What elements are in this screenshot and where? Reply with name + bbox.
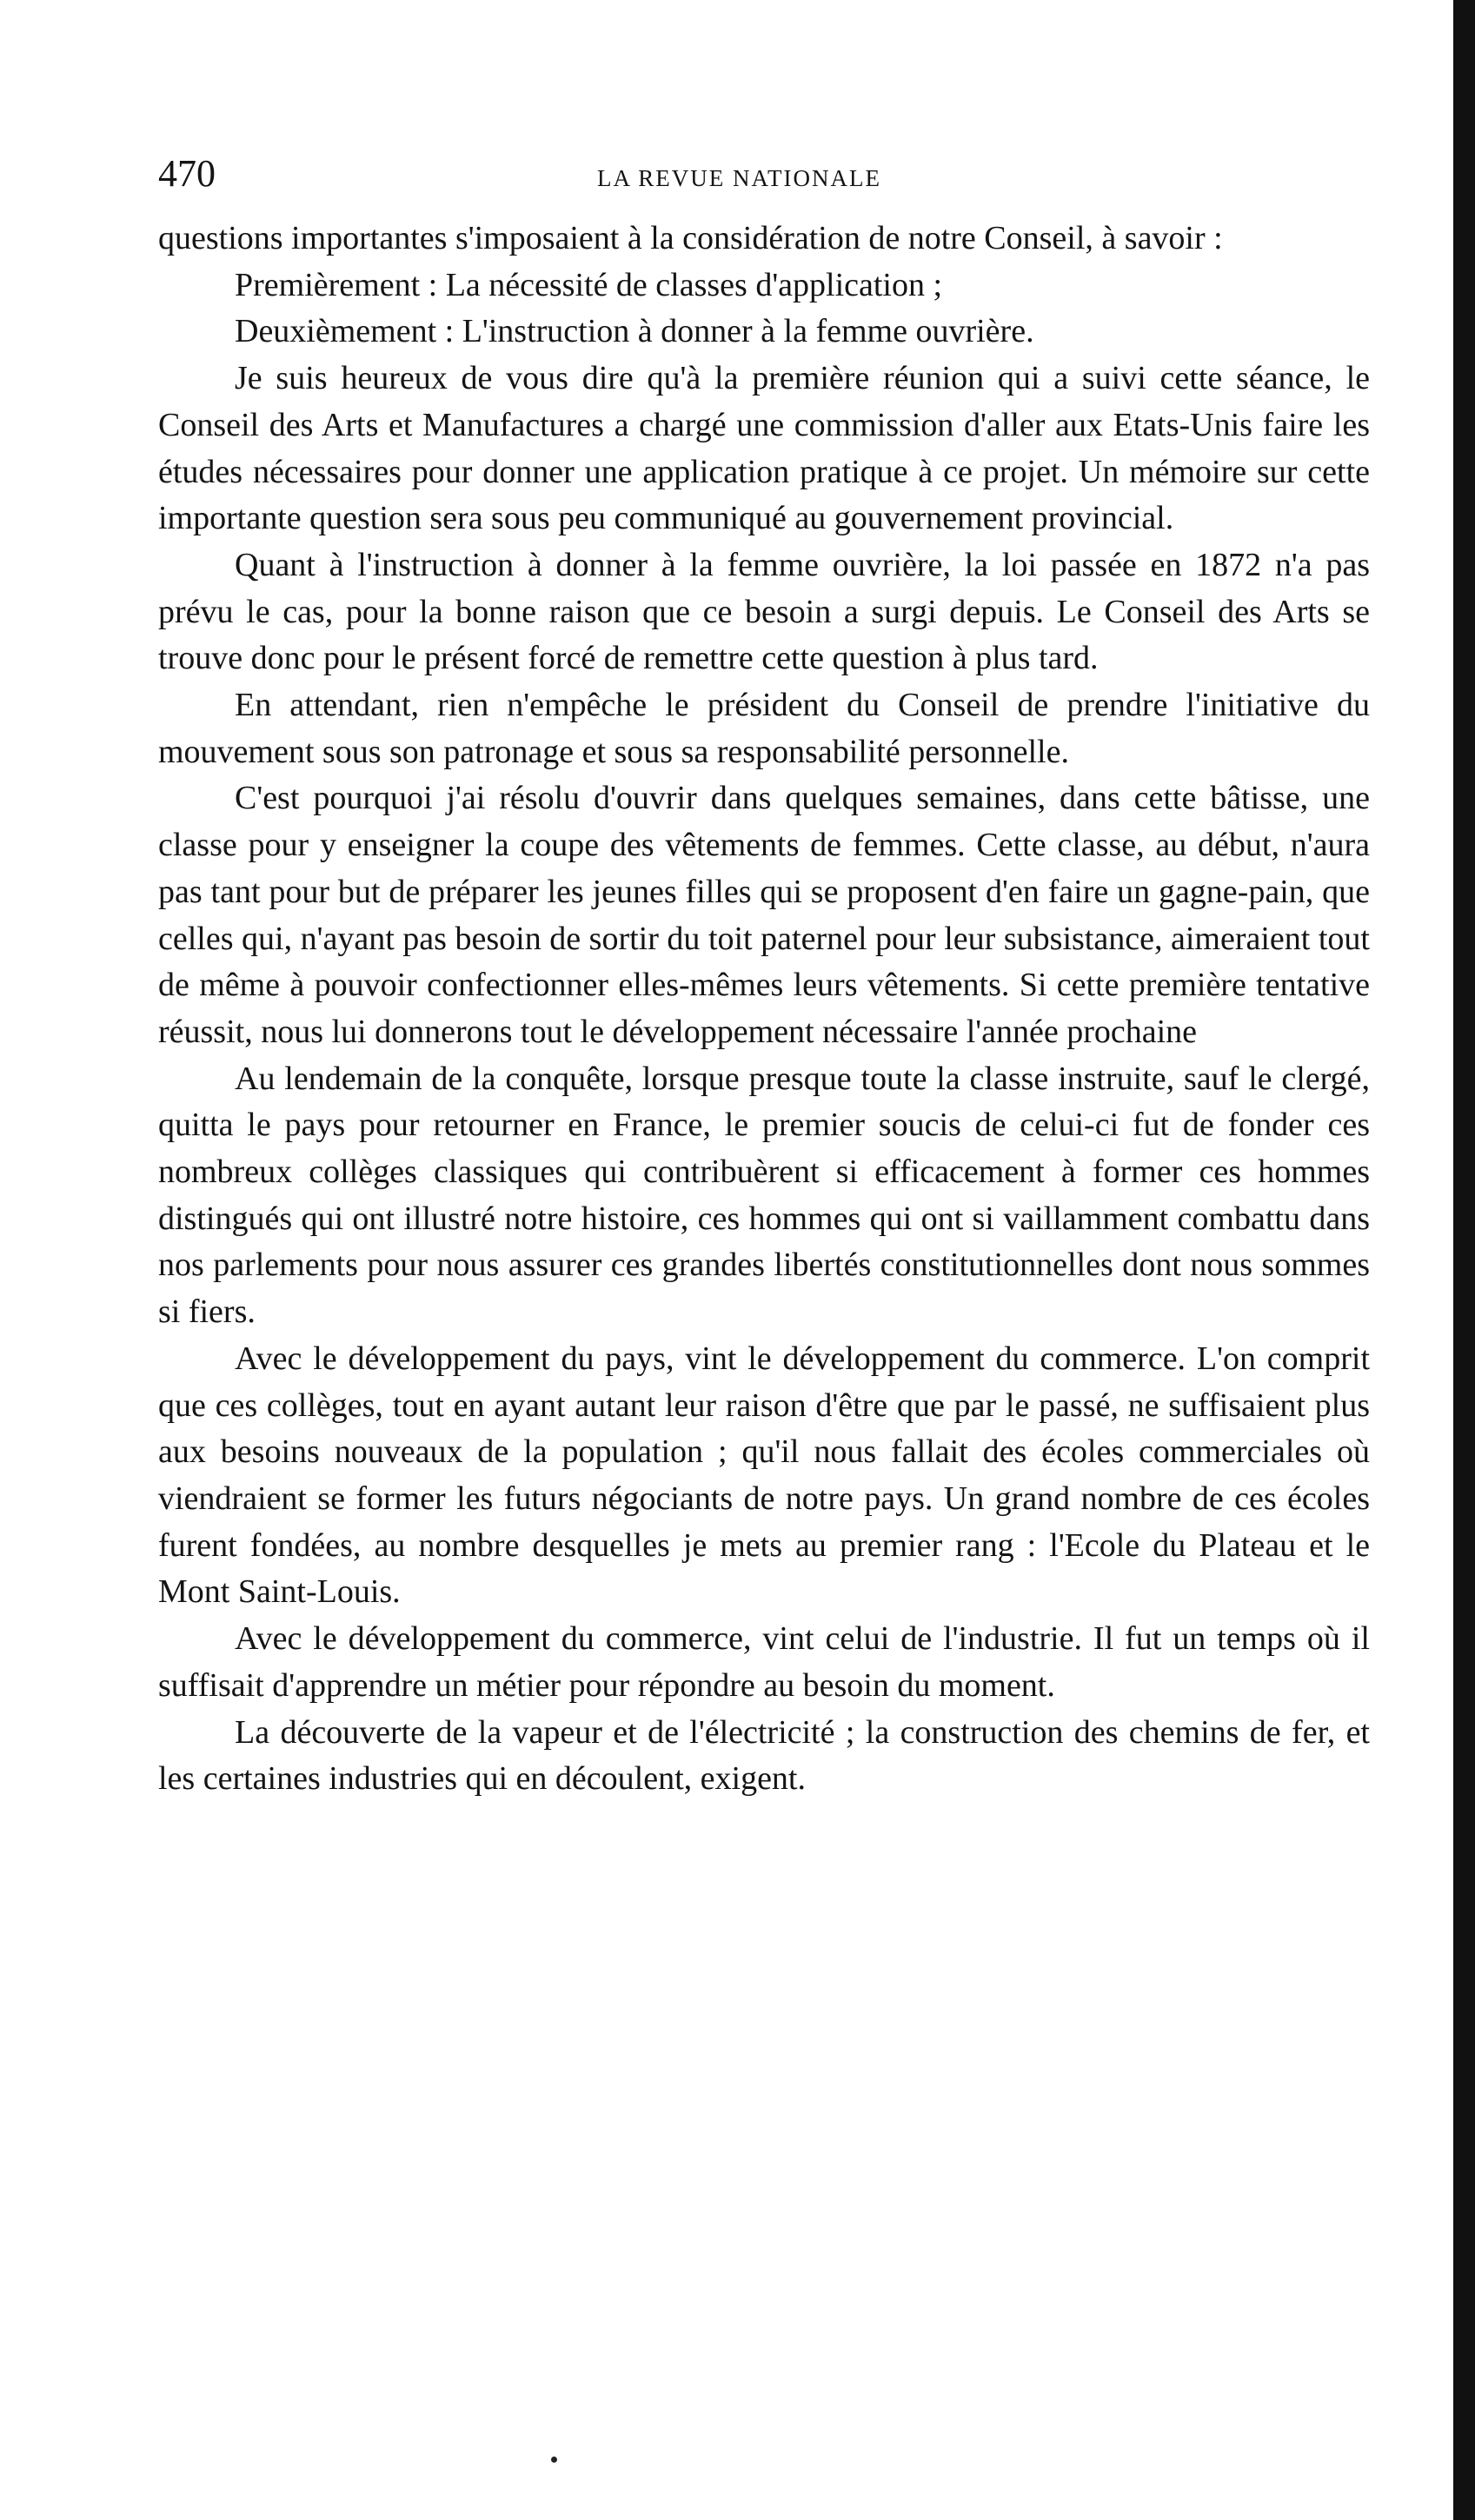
paragraph: Je suis heureux de vous dire qu'à la première réunion qui a suivi cette séance, le Conseil des Arts et Manufactures a chargé une commission d'aller aux Etats-Unis faire les études nécessaires pour donner une application pratique à ce projet. Un mémoire sur cette importante question sera sous peu communiqué au gouvernement provincial. xyxy=(158,360,1370,537)
body-text xyxy=(158,216,1370,1803)
paragraph: Premièrement : La nécessité de classes d'application ; xyxy=(235,266,943,303)
paragraph: questions importantes s'imposaient à la considération de notre Conseil, à savoir : xyxy=(158,220,1223,256)
paragraph: Avec le développement du commerce, vint celui de l'industrie. Il fut un temps où il suffisait d'apprendre un métier pour répondre au besoin du moment. xyxy=(158,1620,1370,1704)
paragraph: Deuxièmement : L'instruction à donner à la femme ouvrière. xyxy=(235,313,1034,350)
page-edge-shadow xyxy=(1453,0,1475,2520)
paragraph: La découverte de la vapeur et de l'électricité ; la construction des chemins de fer, et les certaines industries qui en découlent, exigent. xyxy=(158,1713,1370,1798)
paragraph: En attendant, rien n'empêche le président du Conseil de prendre l'initiative du mouvement sous son patronage et sous sa responsabilité personnelle. xyxy=(158,687,1370,770)
running-title: LA REVUE NATIONALE xyxy=(597,165,881,191)
book-page xyxy=(158,148,1370,1803)
page-header xyxy=(158,148,1370,216)
page-number: 470 xyxy=(158,152,216,195)
ink-speck xyxy=(551,2457,557,2463)
paragraph: Au lendemain de la conquête, lorsque presque toute la classe instruite, sauf le clergé, quitta le pays pour retourner en France, le premier soucis de celui-ci fut de fonder ces nombreux collèges classiques qui contribuèrent si efficacement à former ces hommes distingués qui ont illustré notre histoire, ces hommes qui ont si vaillamment combattu dans nos parlements pour nous assurer ces grandes libertés constitutionnelles dont nous sommes si fiers. xyxy=(158,1060,1370,1331)
paragraph: Avec le développement du pays, vint le développement du commerce. L'on comprit que ces collèges, tout en ayant autant leur raison d'être que par le passé, ne suffisaient plus aux besoins nouveaux de la population ; qu'il nous fallait des écoles commerciales où viendraient se former les futurs négociants de notre pays. Un grand nombre de ces écoles furent fondées, au nombre desquelles je mets au premier rang : l'Ecole du Plateau et le Mont Saint-Louis. xyxy=(158,1340,1370,1611)
paragraph: C'est pourquoi j'ai résolu d'ouvrir dans quelques semaines, dans cette bâtisse, une classe pour y enseigner la coupe des vêtements de femmes. Cette classe, au début, n'aura pas tant pour but de préparer les jeunes filles qui se proposent d'en faire un gagne-pain, que celles qui, n'ayant pas besoin de sortir du toit paternel pour leur subsistance, aimeraient tout de même à pouvoir confectionner elles-mêmes leurs vêtements. Si cette première tentative réussit, nous lui donnerons tout le développement nécessaire l'année prochaine xyxy=(158,780,1370,1050)
paragraph: Quant à l'instruction à donner à la femme ouvrière, la loi passée en 1872 n'a pas prévu le cas, pour la bonne raison que ce besoin a surgi depuis. Le Conseil des Arts se trouve donc pour le présent forcé de remettre cette question à plus tard. xyxy=(158,546,1370,677)
